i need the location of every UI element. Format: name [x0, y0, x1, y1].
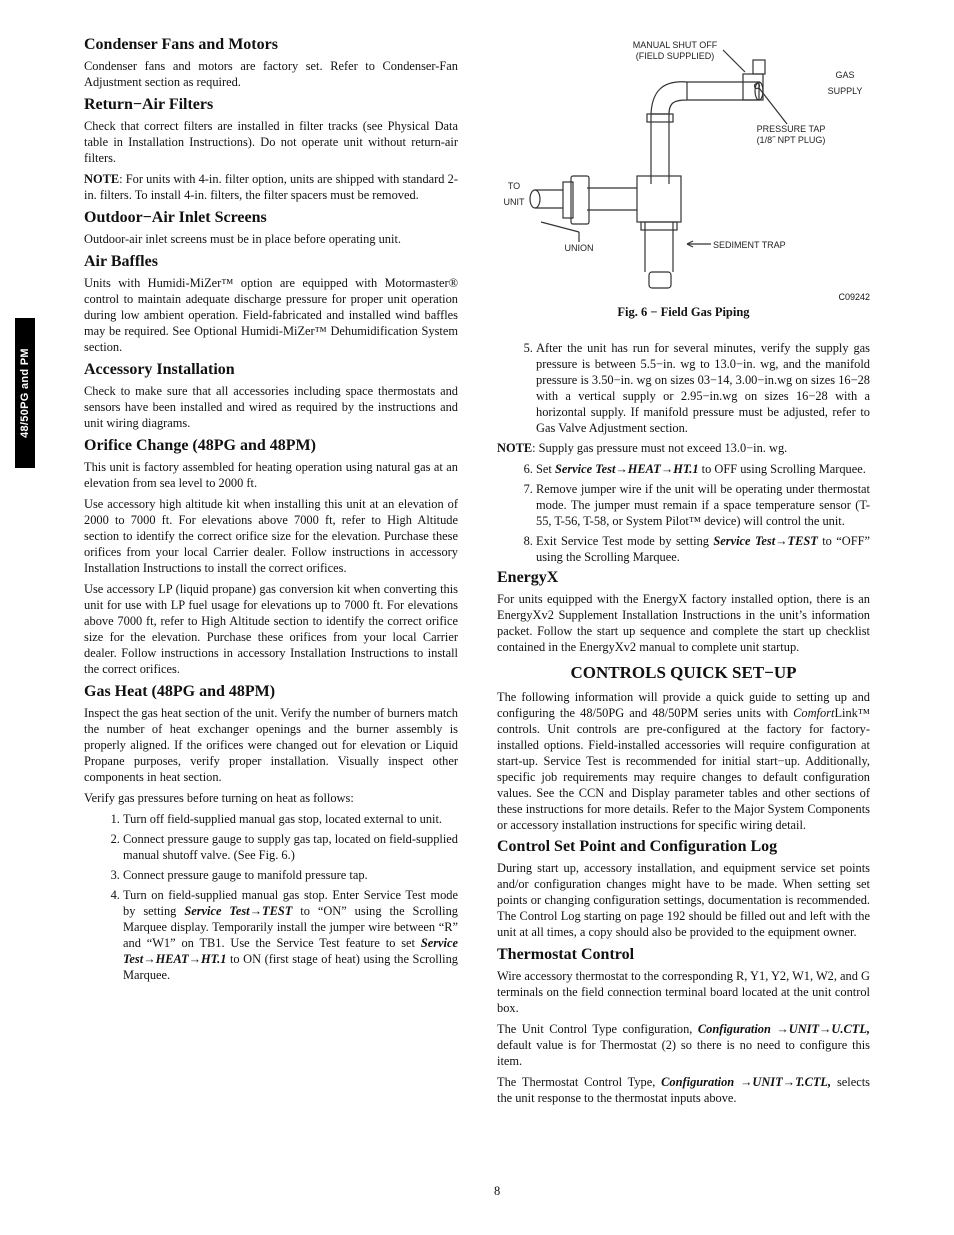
text-thermostat-3: [497, 1074, 870, 1106]
step-4-text-c: to ON (first stage of heat) using the Scrolling Marquee.: [123, 952, 458, 982]
section-setpoint: [497, 838, 870, 940]
section-thermostat: [497, 946, 870, 1106]
section-condenser: [84, 36, 458, 90]
step-6-path: Service Test→HEAT→HT.1: [554, 462, 699, 476]
heading-controls-quick-setup: CONTROLS QUICK SET−UP: [570, 663, 797, 682]
step-4-path-b: Service Test→HEAT→HT.1: [123, 936, 458, 966]
step-2: 2. Connect pressure gauge to supply gas tap, located on field-supplied manual shutoff valve. (See Fig. 6.): [123, 831, 458, 863]
union: [571, 176, 589, 224]
heading-air-baffles: Air Baffles: [84, 253, 158, 270]
heading-orifice: Orifice Change (48PG and 48PM): [84, 437, 316, 454]
text-thermostat-1: Wire accessory thermostat to the corresponding R, Y1, Y2, W1, W2, and G terminals on the field connection terminal board located at the unit control box.: [497, 969, 870, 1015]
figure-caption: Fig. 6 − Field Gas Piping: [617, 305, 750, 319]
figure-code: C09242: [838, 292, 870, 302]
label-tap-line1: PRESSURE TAP: [756, 124, 826, 134]
text-thermostat-3b: selects the unit response to the thermostat inputs above.: [497, 1075, 870, 1105]
text-setpoint: During start up, accessory installation, and equipment service set points and/or configuration changes might have to be made. When setting set points or changing configuration settings, documentation is recommended. The Control Log starting on page 192 should be filled out and left with the unit at all times, a copy should also be provided to the equipment owner.: [497, 861, 870, 939]
leader-tap: [759, 88, 787, 124]
label-tap-line2: (1/8˝ NPT PLUG): [756, 135, 826, 145]
heading-energyx: EnergyX: [497, 569, 559, 586]
text-controls-brand: Comfort: [793, 706, 835, 720]
label-shutoff-line1: MANUAL SHUT OFF: [632, 40, 718, 50]
step-6: [536, 461, 870, 477]
label-pressure-tap: [749, 124, 833, 146]
tee-fitting: [637, 176, 681, 222]
label-gas-line2: SUPPLY: [827, 86, 863, 96]
step-4-path-a: Service Test→TEST: [184, 904, 293, 918]
text-thermostat-2: [497, 1021, 870, 1069]
section-return-air: [84, 96, 458, 203]
section-accessory: [84, 361, 458, 431]
text-return-air: Check that correct filters are installed in filter tracks (see Physical Data table in Installation Instructions). Do not operate unit without return-air filters.: [84, 119, 458, 165]
label-to-line1: TO: [507, 181, 521, 191]
heading-thermostat: Thermostat Control: [497, 946, 635, 963]
elbow: [651, 82, 687, 114]
label-to-unit: [499, 181, 529, 208]
piping-diagram: [497, 36, 870, 301]
text-outdoor-air: Outdoor-air inlet screens must be in place before operating unit.: [84, 232, 401, 246]
step-8: [536, 533, 870, 565]
label-gas-line1: GAS: [835, 70, 855, 80]
riser-pipe: [651, 114, 669, 184]
text-thermostat-2-path: Configuration →UNIT→U.CTL,: [697, 1022, 870, 1036]
side-tab: [15, 318, 35, 468]
left-column: [84, 36, 458, 989]
note-text-right: : Supply gas pressure must not exceed 13.0−in. wg.: [532, 441, 788, 455]
side-tab-label: 48/50PG and PM: [19, 348, 31, 438]
shutoff-valve: [743, 74, 763, 100]
label-union: UNION: [564, 243, 594, 253]
label-shutoff: [625, 40, 725, 62]
right-column: [497, 340, 870, 1112]
note-label-right: NOTE: [497, 441, 533, 455]
text-condenser: Condenser fans and motors are factory set. Refer to Condenser-Fan Adjustment section as required.: [84, 59, 458, 89]
section-gas-heat: [84, 683, 458, 983]
text-air-baffles: Units with Humidi-MiZer™ option are equipped with Motormaster® control to maintain adequate discharge pressure for proper unit operation during low ambient operation. Field-fabricated and installed wind baffles may be required. See Optional Humidi-MiZer™ Dehumidification System section.: [84, 276, 458, 354]
section-outdoor-air: [84, 209, 458, 247]
text-thermostat-2a: The Unit Control Type configuration,: [497, 1022, 698, 1036]
note-label: NOTE: [84, 172, 120, 186]
text-gas-heat-2: Verify gas pressures before turning on heat as follows:: [84, 791, 354, 805]
step-4: [123, 887, 458, 983]
heading-accessory: Accessory Installation: [84, 361, 235, 378]
text-controls-b: Link™ controls. Unit controls are pre-configured at the factory for factory-installed options. Field-installed accessories will require configuration at start-up. Service Test is recommended for initial start−up. Additionally, specific job requirements may require changes to default configuration values. See the CCN and Display parameter tables and other sections of these instructions for more details. Refer to the Major System Components or accessory installation instructions for specific wiring detail.: [497, 706, 870, 832]
text-orifice-2: Use accessory high altitude kit when installing this unit at an elevation of 2000 to 7000 ft. For elevations above 7000 ft, refer to High Altitude section to identify the correct orifice size for the elevation. Purchase these orifices from your local Carrier dealer. Follow instructions in accessory Installation Instructions to install the correct orifices.: [84, 497, 458, 575]
step-4-text-a: Turn on field-supplied manual gas stop. Enter Service Test mode by setting: [123, 888, 458, 918]
section-orifice: [84, 437, 458, 677]
step-6-text-a: Set: [536, 462, 555, 476]
heading-outdoor-air: Outdoor−Air Inlet Screens: [84, 209, 267, 226]
text-gas-heat-1: Inspect the gas heat section of the unit. Verify the number of burners match the number of heat exchanger openings and the burner assembly is properly aligned. If the orifices were changed out for elevation or Liquid Propane purposes, verify proper installation. Visually inspect other components in heat section.: [84, 706, 458, 784]
text-orifice-3: Use accessory LP (liquid propane) gas conversion kit when converting this unit for use with LP fuel usage for elevations up to 7000 ft. For elevations above 7000 ft, refer to High Altitude section to identify the correct orifice size for the elevation. Purchase these orifices from your local Carrier dealer. Follow instructions in accessory Installation Instructions to install the correct orifices.: [84, 582, 458, 676]
heading-gas-heat: Gas Heat (48PG and 48PM): [84, 683, 276, 700]
label-shutoff-line2: (FIELD SUPPLIED): [635, 51, 715, 61]
text-controls: [497, 689, 870, 833]
field-gas-piping-figure: [497, 36, 870, 326]
leader-shutoff: [723, 50, 745, 72]
note-return-air: [84, 171, 458, 203]
step-4-text-b: to “ON” using the Scrolling Marquee display. Temporarily install the jumper wire between “R” and “W1” on TB1. Use the Service Test feature to set: [123, 904, 458, 950]
note-text: : For units with 4-in. filter option, units are shipped with standard 2-in. filters. To install 4-in. filters, the filter spacers must be removed.: [84, 172, 458, 202]
label-gas-supply: [825, 70, 865, 97]
gas-heat-steps-final: [497, 461, 870, 565]
text-energyx: For units equipped with the EnergyX factory installed option, there is an EnergyXv2 Supplement Installation Instructions in the unit’s information packet. Follow the start up sequence and complete the start up checklist contained in the EnergyXv2 manual to complete unit startup.: [497, 592, 870, 654]
heading-condenser: Condenser Fans and Motors: [84, 36, 278, 53]
gas-heat-steps: [84, 811, 458, 983]
text-thermostat-3a: The Thermostat Control Type,: [497, 1075, 662, 1089]
step-8-text-a: Exit Service Test mode by setting: [536, 534, 714, 548]
page-number: 8: [494, 1184, 501, 1198]
section-energyx: [497, 569, 870, 655]
label-to-line2: UNIT: [503, 197, 525, 207]
supply-pipe: [687, 82, 759, 100]
step-8-text-b: to “OFF” using the Scrolling Marquee.: [536, 534, 870, 564]
step-8-path: Service Test→TEST: [713, 534, 818, 548]
text-controls-a: The following information will provide a quick guide to setting up and configuring the 48/50PG and 48/50PM series units with: [497, 690, 870, 720]
section-air-baffles: [84, 253, 458, 355]
step-5: 5. After the unit has run for several minutes, verify the supply gas pressure is between 5.5−in. wg to 13.0−in. wg, and the manifold pressure is 3.50−in. wg on sizes 03−14, 3.00−in.wg on sizes 16−28 with a vertical supply or 2.95−in.wg on sizes 16−28 with a horizontal supply. If manifold pressure must be adjusted, refer to Gas Valve Adjustment section.: [536, 340, 870, 436]
step-7: 7. Remove jumper wire if the unit will be operating under thermostat mode. The jumper must remain if a space temperature sensor (T-55, T-56, T-58, or System Pilot™ device) will control the unit.: [536, 481, 870, 529]
note-gas-pressure: [497, 440, 870, 456]
heading-return-air: Return−Air Filters: [84, 96, 214, 113]
text-orifice-1: This unit is factory assembled for heating operation using natural gas at an elevation from sea level to 2000 ft.: [84, 460, 458, 490]
text-accessory: Check to make sure that all accessories including space thermostats and sensors have been installed and wired as required by the instructions and unit wiring diagrams.: [84, 384, 458, 430]
gas-heat-steps-continued: [497, 340, 870, 436]
text-thermostat-3-path: Configuration →UNIT→T.CTL,: [661, 1075, 832, 1089]
heading-setpoint: Control Set Point and Configuration Log: [497, 838, 778, 855]
step-1: 1. Turn off field-supplied manual gas stop, located external to unit.: [123, 811, 458, 827]
step-6-text-b: to OFF using Scrolling Marquee.: [698, 462, 866, 476]
step-3: 3. Connect pressure gauge to manifold pressure tap.: [123, 867, 458, 883]
text-thermostat-2b: default value is for Thermostat (2) so there is no need to configure this item.: [497, 1038, 870, 1068]
label-sediment-trap: SEDIMENT TRAP: [713, 240, 786, 250]
